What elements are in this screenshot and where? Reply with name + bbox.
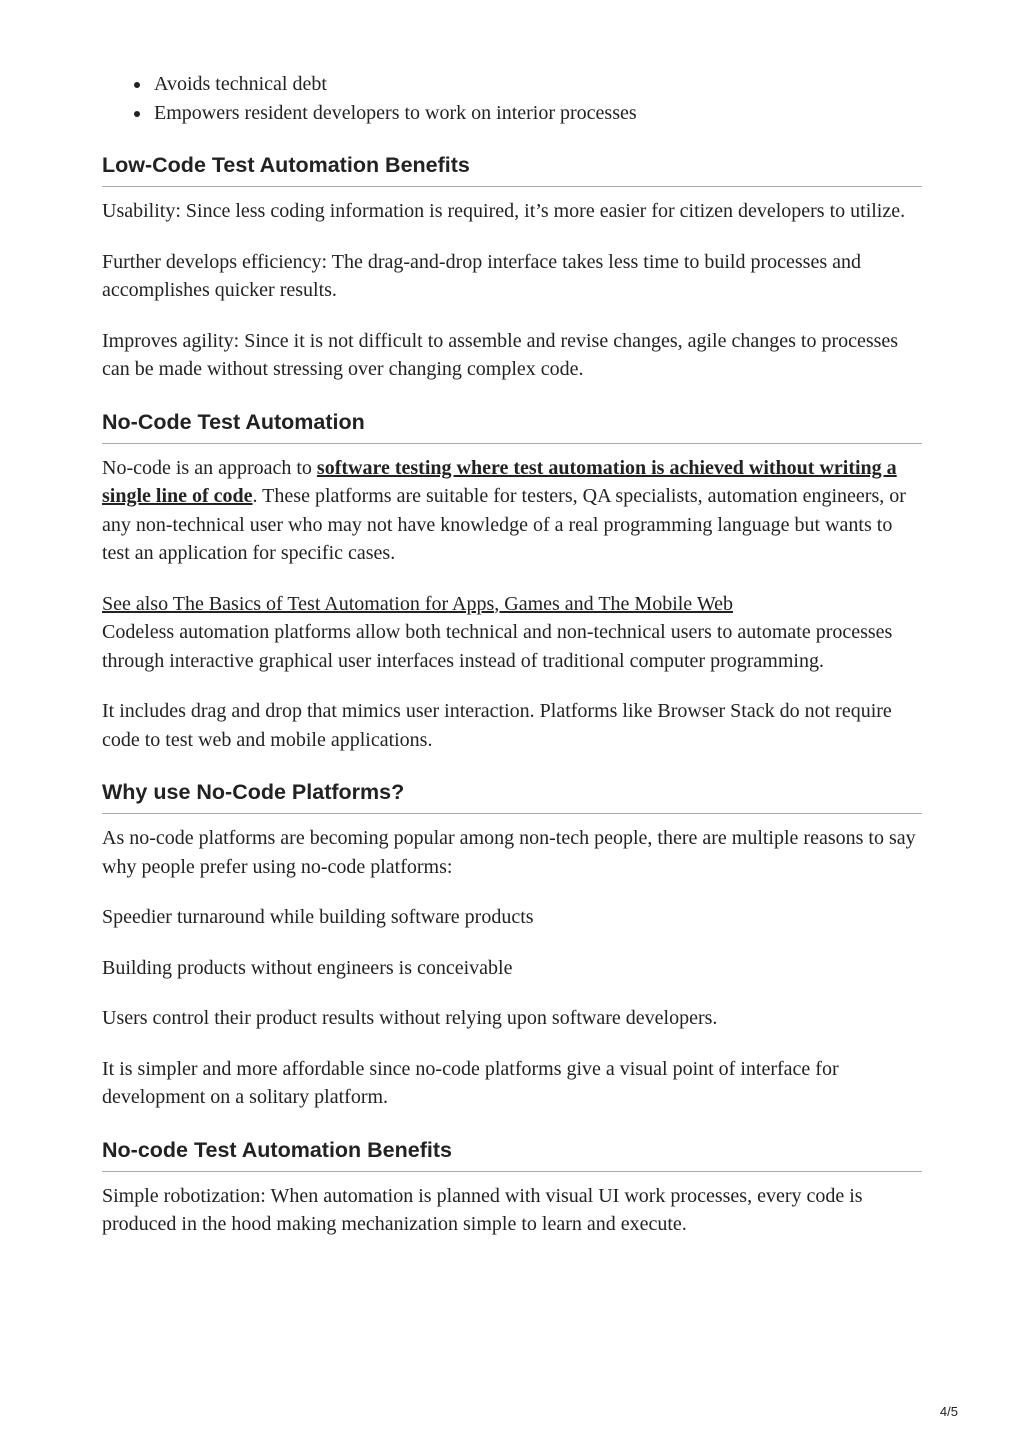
page-number: 4/5: [939, 1404, 958, 1419]
section-heading-no-code-benefits: No-code Test Automation Benefits: [102, 1136, 922, 1172]
paragraph-turnaround: Speedier turnaround while building software products: [102, 906, 534, 928]
paragraph-usability: Usability: Since less coding information is required, it’s more easier for citizen developers to utilize.: [102, 200, 906, 222]
paragraph-why-intro: As no-code platforms are becoming popular among non-tech people, there are multiple reasons to say why people prefer using no-code platforms:: [102, 827, 916, 878]
paragraph-see-also: [102, 590, 922, 676]
intro-text-before: No-code is an approach to: [102, 456, 317, 479]
bullet-item: • Empowers resident developers to work on interior processes: [152, 99, 922, 128]
paragraph-users-control: Users control their product results without relying upon software developers.: [102, 1007, 718, 1029]
paragraph-drag-drop: It includes drag and drop that mimics user interaction. Platforms like Browser Stack do not require code to test web and mobile applications.: [102, 700, 892, 751]
paragraph-no-code-intro: [102, 454, 922, 568]
section-heading-why-no-code: Why use No-Code Platforms?: [102, 778, 922, 814]
document-page: [102, 70, 922, 1239]
paragraph-simple-robotization: Simple robotization: When automation is planned with visual UI work processes, every code is produced in the hood making mechanization simple to learn and execute.: [102, 1184, 863, 1235]
see-also-link[interactable]: See also The Basics of Test Automation for Apps, Games and The Mobile Web: [102, 592, 733, 615]
paragraph-without-engineers: Building products without engineers is conceivable: [102, 956, 513, 979]
paragraph-simpler: It is simpler and more affordable since no-code platforms give a visual point of interface for development on a solitary platform.: [102, 1057, 839, 1108]
section-heading-no-code-automation: No-Code Test Automation: [102, 408, 922, 444]
bullet-item: • Avoids technical debt: [152, 70, 922, 99]
codeless-platforms-text: Codeless automation platforms allow both technical and non-technical users to automate processes through interactive graphical user interfaces instead of traditional computer programming.: [102, 621, 893, 672]
section-heading-low-code-benefits: Low-Code Test Automation Benefits: [102, 151, 922, 187]
intro-text-after: . These platforms are suitable for testers, QA specialists, automation engineers, or any non-technical user who may not have knowledge of a real programming language but wants to test an application for specific cases.: [102, 485, 906, 564]
paragraph-efficiency: Further develops efficiency: The drag-and-drop interface takes less time to build processes and accomplishes quicker results.: [102, 250, 862, 301]
paragraph-agility: Improves agility: Since it is not difficult to assemble and revise changes, agile changes to processes can be made without stressing over changing complex code.: [102, 329, 899, 380]
bullet-list: [102, 70, 922, 127]
software-testing-link[interactable]: software testing where test automation is achieved without writing a single line of code: [102, 456, 897, 507]
